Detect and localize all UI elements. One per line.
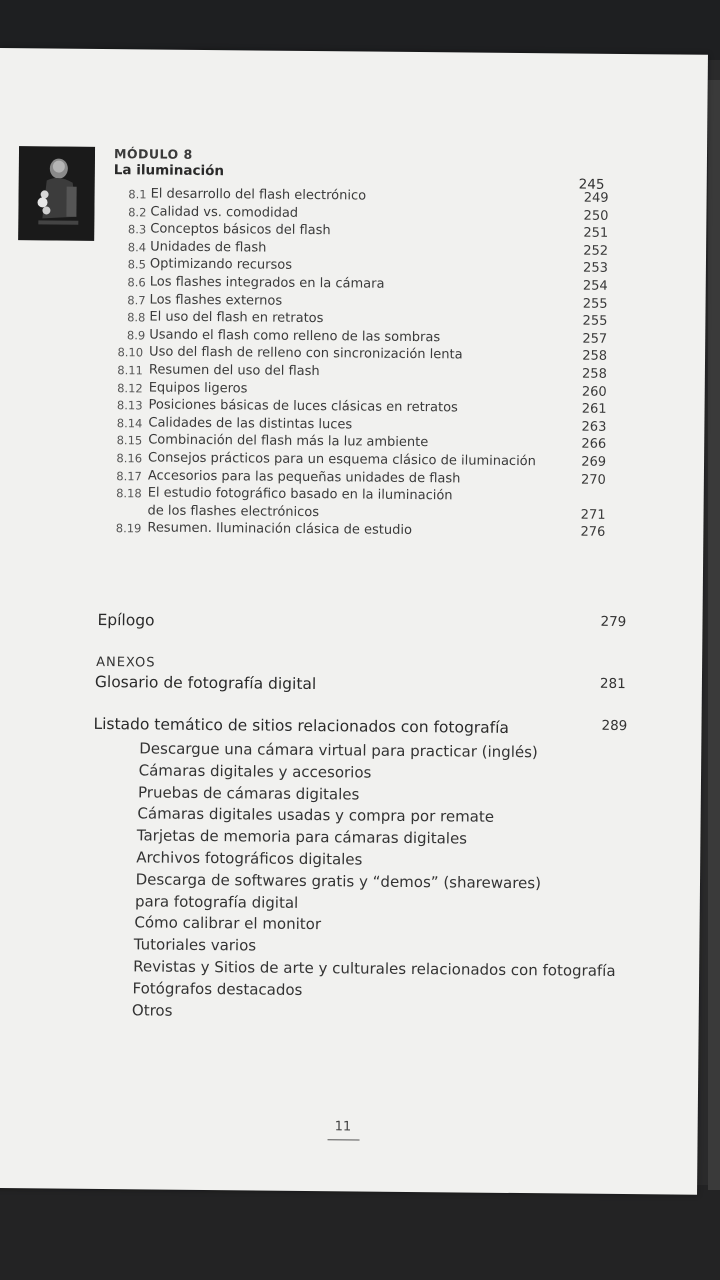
toc-entry-page: 257 — [582, 331, 608, 347]
toc-entry-label: Uso del flash de relleno con sincronización lenta — [149, 344, 463, 363]
page-number-underline — [328, 1139, 360, 1140]
listado-title: Listado temático de sitios relacionados con fotografía — [93, 714, 510, 737]
toc-entry-number: 8.3 — [127, 222, 147, 237]
toc-entry-number: 8.19 — [115, 521, 142, 536]
module-title: La iluminación — [113, 162, 225, 180]
toc-entry-label: Usando el flash como relleno de las sombras — [149, 327, 441, 346]
page-edge — [708, 80, 720, 1190]
toc-entry-page: 269 — [581, 454, 607, 470]
listado-item: Tarjetas de memoria para cámaras digitales — [136, 826, 468, 848]
toc-entry-page: 251 — [583, 225, 609, 242]
toc-entry-label: El desarrollo del flash electrónico — [150, 186, 367, 204]
listado-item: Tutoriales varios — [133, 935, 257, 955]
anexos-label: ANEXOS — [96, 654, 156, 671]
toc-entry-number: 8.4 — [127, 240, 147, 255]
listado-item: Revistas y Sitios de arte y culturales relacionados con fotografía — [133, 957, 616, 980]
toc-entry-label: El uso del flash en retratos — [149, 309, 324, 327]
toc-entry-number: 8.5 — [127, 257, 146, 272]
toc-entry-number: 8.10 — [117, 345, 144, 360]
toc-entry-label: Unidades de flash — [150, 239, 267, 256]
glosario-page: 281 — [599, 675, 626, 693]
toc-entry-page: 263 — [581, 419, 607, 435]
toc-entry-page: 254 — [582, 278, 608, 294]
toc-entry-page: 249 — [583, 190, 609, 206]
toc-entry-number: 8.7 — [127, 292, 146, 308]
toc-entry-page: 255 — [582, 296, 608, 312]
toc-entry-label: Resumen del uso del flash — [148, 362, 320, 380]
toc-entry-label: Consejos prácticos para un esquema clásico de iluminación — [147, 450, 536, 470]
toc-entry-number: 8.15 — [116, 433, 143, 448]
listado-item: para fotografía digital — [134, 891, 299, 912]
listado-item: Archivos fotográficos digitales — [136, 848, 363, 869]
toc-entry-label: Los flashes externos — [149, 292, 283, 309]
toc-entry-number: 8.13 — [116, 398, 143, 413]
toc-entry-page: 250 — [583, 208, 609, 224]
listado-item: Descarga de softwares gratis y “demos” (sharewares) — [135, 870, 542, 893]
toc-entry-label: Posiciones básicas de luces clásicas en retratos — [148, 397, 458, 416]
toc-entry — [0, 519, 605, 543]
toc-entry-label: Resumen. Iluminación clásica de estudio — [147, 520, 413, 539]
toc-entry-label: El estudio fotográfico basado en la iluminación — [147, 485, 453, 504]
toc-entry-label: Los flashes integrados en la cámara — [149, 274, 385, 292]
toc-entry-page: 255 — [582, 313, 608, 330]
module-title-page: 245 — [578, 176, 605, 193]
listado-page: 289 — [601, 717, 628, 735]
module-label: MÓDULO 8 — [113, 146, 193, 162]
toc-entry-page: 252 — [583, 243, 609, 259]
toc-entry-number: 8.17 — [116, 468, 142, 483]
toc-entry-label: Combinación del flash más la luz ambiente — [148, 432, 429, 451]
toc-entry-label: Equipos ligeros — [148, 380, 248, 396]
toc-entry-label: Calidades de las distintas luces — [148, 415, 353, 433]
listado-item: Descargue una cámara virtual para practicar (inglés) — [139, 739, 538, 762]
toc-entry-page: 270 — [580, 472, 606, 488]
toc-entry-number: 8.1 — [128, 187, 147, 202]
toc-entry-page: 258 — [581, 366, 607, 382]
toc-entry-page: 271 — [580, 507, 606, 523]
toc-entry-page: 261 — [581, 401, 607, 418]
listado-item: Pruebas de cámaras digitales — [137, 782, 360, 804]
epilogo-page: 279 — [600, 613, 627, 631]
toc-entry-number: 8.2 — [128, 204, 147, 220]
listado-item: Otros — [131, 1000, 173, 1020]
epilogo-title: Epílogo — [97, 610, 155, 630]
listado-item: Fotógrafos destacados — [132, 979, 303, 999]
listado-item: Cámaras digitales y accesorios — [138, 761, 372, 782]
toc-entry-page: 276 — [580, 524, 606, 541]
toc-entry-label: Accesorios para las pequeñas unidades de flash — [147, 468, 461, 487]
toc-entry-label: Calidad vs. comodidad — [150, 204, 299, 221]
toc-entry-number: 8.11 — [117, 363, 143, 378]
book-page — [0, 48, 708, 1195]
listado-item: Cómo calibrar el monitor — [134, 913, 322, 934]
glosario-title: Glosario de fotografía digital — [94, 672, 317, 694]
toc-entry-page: 253 — [583, 260, 608, 277]
toc-entry-number: 8.18 — [116, 486, 142, 501]
toc-entry-number: 8.16 — [116, 451, 143, 466]
toc-entry-label: Optimizando recursos — [149, 256, 293, 274]
toc-entry-page: 260 — [581, 384, 607, 400]
toc-entry-page: 266 — [581, 436, 607, 453]
toc-entry-number: 8.9 — [126, 328, 146, 343]
toc-entry-page: 258 — [582, 348, 608, 365]
toc-entry-number: 8.6 — [127, 275, 146, 290]
toc-entry-number: 8.12 — [117, 380, 143, 395]
background-bottom — [0, 1185, 720, 1280]
page-number: 11 — [334, 1119, 352, 1135]
toc-entry-label: Conceptos básicos del flash — [150, 221, 331, 239]
toc-entry-number: 8.8 — [127, 310, 146, 325]
toc-entry-number: 8.14 — [116, 415, 143, 431]
toc-entry-label-continued: de los flashes electrónicos — [147, 503, 320, 520]
listado-item: Cámaras digitales usadas y compra por remate — [137, 804, 495, 827]
